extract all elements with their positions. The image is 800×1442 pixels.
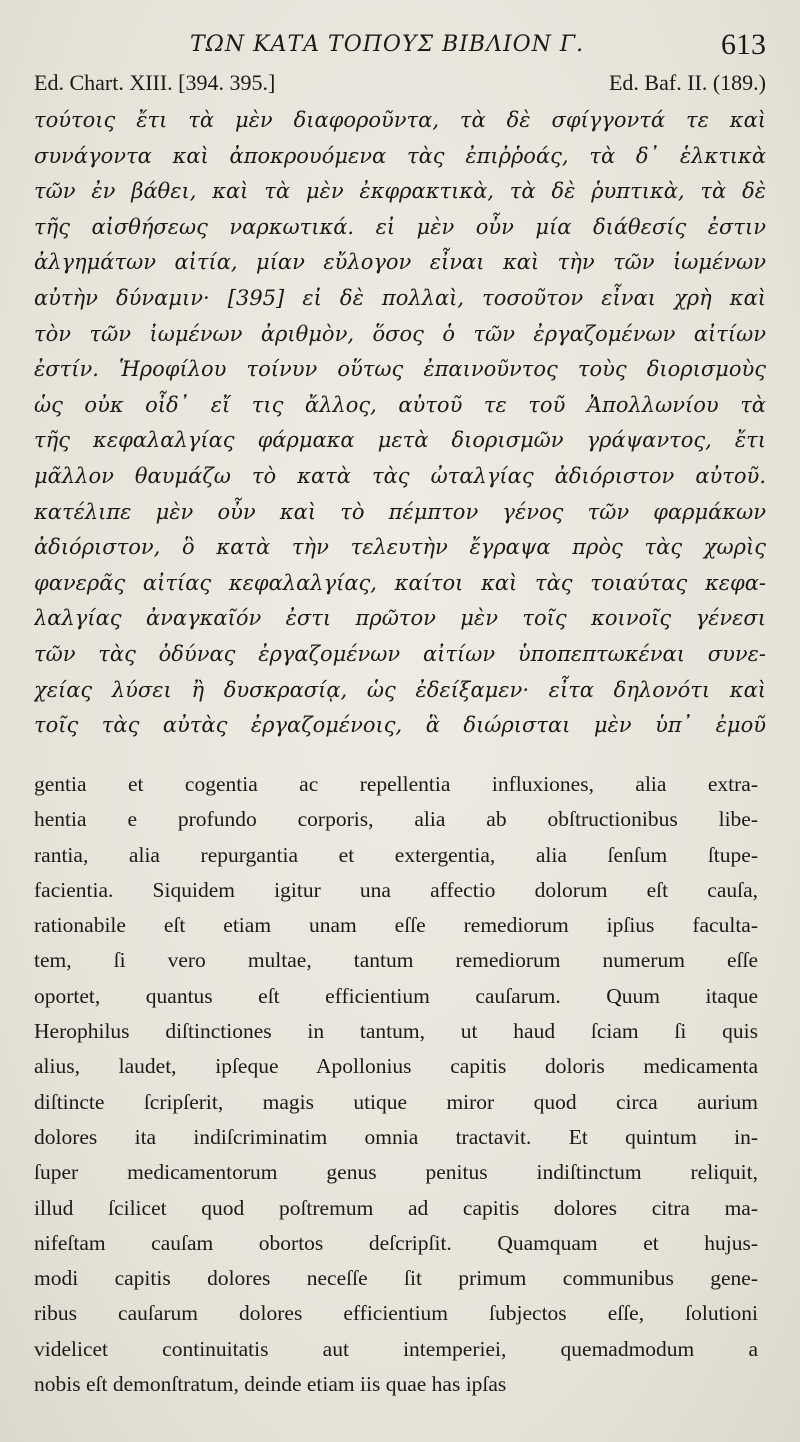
greek-line: ἀλγημάτων αἰτία, μίαν εὔλογον εἶναι καὶ τὴν τῶν ἰωμένων: [34, 250, 766, 275]
greek-line: λαλγίας ἀναγκαῖόν ἐστι πρῶτον μὲν τοῖς κοινοῖς γένεσι: [34, 606, 766, 631]
latin-line: nifeſtam cauſam obortos deſcripſit. Quamquam et hujus-: [34, 1230, 758, 1255]
latin-line: rantia, alia repurgantia et extergentia, alia ſenſum ſtupe-: [34, 842, 758, 867]
latin-line: tem, ſi vero multae, tantum remediorum numerum eſſe: [34, 948, 758, 973]
latin-line: hentia e profundo corporis, alia ab obſtructionibus libe-: [34, 807, 758, 832]
latin-line: oportet, quantus eſt efficientium cauſarum. Quum itaque: [34, 983, 758, 1008]
latin-line: videlicet continuitatis aut intemperiei, quemadmodum a: [34, 1336, 758, 1361]
latin-line: dolores ita indiſcriminatim omnia tractavit. Et quintum in-: [34, 1124, 758, 1149]
greek-line: ὡς οὐκ οἶδ᾽ εἴ τις ἄλλος, αὐτοῦ τε τοῦ Ἀπολλωνίου τὰ: [34, 392, 766, 417]
greek-line: φανερᾶς αἰτίας κεφαλαλγίας, καίτοι καὶ τὰς τοιαύτας κεφα-: [34, 570, 766, 595]
greek-text-block: [34, 103, 766, 744]
greek-line: τὸν τῶν ἰωμένων ἀριθμὸν, ὅσος ὁ τῶν ἐργαζομένων αἰτίων: [34, 321, 766, 346]
latin-line: Herophilus diſtinctiones in tantum, ut haud ſciam ſi quis: [34, 1019, 758, 1044]
greek-line: κατέλιπε μὲν οὖν καὶ τὸ πέμπτον γένος τῶν φαρμάκων: [34, 499, 766, 524]
greek-line: ἐστίν. Ἡροφίλου τοίνυν οὕτως ἐπαινοῦντος τοὺς διορισμοὺς: [34, 357, 766, 382]
latin-line: ribus cauſarum dolores efficientium ſubjectos eſſe, ſolutioni: [34, 1301, 758, 1326]
edition-ref-chartier: Ed. Chart. XIII. [394. 395.]: [34, 70, 276, 95]
greek-line: τῆς αἰσθήσεως ναρκωτικά. εἰ μὲν οὖν μία διάθεσίς ἐστιν: [34, 214, 766, 239]
latin-text-block: [34, 767, 758, 1402]
running-title: ΤΩΝ ΚΑΤΑ ΤΟΠΟΥΣ ΒΙΒΛΙΟΝ Γ.: [190, 32, 585, 57]
latin-line: illud ſcilicet quod poſtremum ad capitis dolores citra ma-: [34, 1195, 758, 1220]
greek-line: τῶν ἐν βάθει, καὶ τὰ μὲν ἐκφρακτικὰ, τὰ δὲ ῥυπτικὰ, τὰ δὲ: [34, 179, 766, 204]
greek-line: τῶν τὰς ὀδύνας ἐργαζομένων αἰτίων ὑποπεπτωκέναι συνε-: [34, 641, 766, 666]
greek-line: χείας λύσει ἢ δυσκρασίᾳ, ὡς ἐδείξαμεν· εἶτα δηλονότι καὶ: [34, 677, 766, 702]
latin-line: alius, laudet, ipſeque Apollonius capitis doloris medicamenta: [34, 1054, 758, 1079]
latin-line: gentia et cogentia ac repellentia influxiones, alia extra-: [34, 772, 758, 796]
page-number: 613: [721, 28, 766, 61]
greek-line: ἀδιόριστον, ὃ κατὰ τὴν τελευτὴν ἔγραψα πρὸς τὰς χωρὶς: [34, 535, 766, 560]
latin-line: rationabile eſt etiam unam eſſe remediorum ipſius faculta-: [34, 913, 758, 938]
greek-line: συνάγοντα καὶ ἀποκρουόμενα τὰς ἐπιῤῥοάς, τὰ δ᾽ ἑλκτικὰ: [34, 143, 766, 168]
edition-ref-basel: Ed. Baf. II. (189.): [608, 70, 766, 95]
latin-line: modi capitis dolores neceſſe ſit primum communibus gene-: [34, 1266, 758, 1291]
latin-line: nobis eſt demonſtratum, deinde etiam iis quae has ipſas: [34, 1372, 507, 1397]
greek-line: τούτοις ἔτι τὰ μὲν διαφοροῦντα, τὰ δὲ σφίγγοντά τε καὶ: [34, 108, 766, 132]
edition-references: [34, 70, 766, 100]
latin-line: diſtincte ſcripſerit, magis utique miror quod circa aurium: [34, 1089, 758, 1114]
greek-line: τοῖς τὰς αὐτὰς ἐργαζομένοις, ἃ διώρισται μὲν ὑπ᾽ ἐμοῦ: [34, 713, 766, 738]
greek-line: τῆς κεφαλαλγίας φάρμακα μετὰ διορισμῶν γράψαντος, ἔτι: [34, 428, 766, 453]
greek-line: μᾶλλον θαυμάζω τὸ κατὰ τὰς ὠταλγίας ἀδιόριστον αὐτοῦ.: [34, 463, 766, 488]
running-head: [0, 28, 800, 68]
greek-line: αὐτὴν δύναμιν· [395] εἰ δὲ πολλαὶ, τοσοῦτον εἶναι χρὴ καὶ: [34, 285, 766, 310]
latin-line: ſuper medicamentorum genus penitus indiſtinctum reliquit,: [34, 1160, 758, 1185]
latin-line: facientia. Siquidem igitur una affectio dolorum eſt cauſa,: [34, 877, 758, 902]
